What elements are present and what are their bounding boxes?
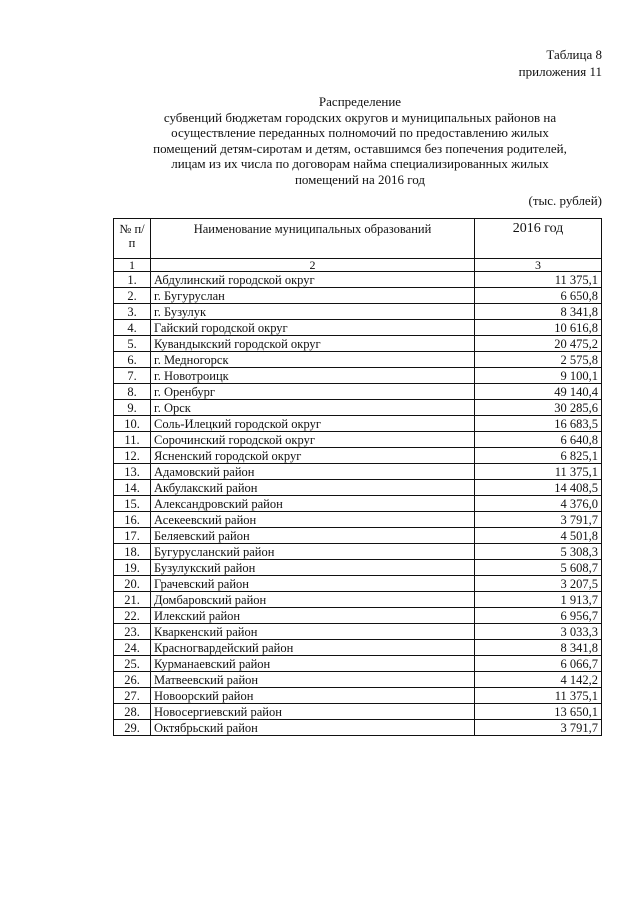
- row-name: Кваркенский район: [151, 624, 475, 640]
- row-name: г. Бузулук: [151, 304, 475, 320]
- table-row: [114, 320, 602, 336]
- row-number: 27.: [114, 688, 151, 704]
- row-number: 16.: [114, 512, 151, 528]
- table-header-row: [114, 219, 602, 259]
- row-value: 11 375,1: [475, 272, 602, 288]
- row-name: Домбаровский район: [151, 592, 475, 608]
- row-number: 5.: [114, 336, 151, 352]
- row-name: Новосергиевский район: [151, 704, 475, 720]
- row-number: 4.: [114, 320, 151, 336]
- table-row: [114, 640, 602, 656]
- row-name: г. Оренбург: [151, 384, 475, 400]
- row-value: 6 650,8: [475, 288, 602, 304]
- table-row: [114, 528, 602, 544]
- table-row: [114, 352, 602, 368]
- table-row: [114, 400, 602, 416]
- row-value: 2 575,8: [475, 352, 602, 368]
- row-number: 28.: [114, 704, 151, 720]
- table-row: [114, 432, 602, 448]
- table-row: [114, 272, 602, 288]
- table-row: [114, 624, 602, 640]
- table-row: [114, 384, 602, 400]
- title-line-4: помещений детям-сиротам и детям, оставшимся без попечения родителей,: [153, 140, 567, 156]
- row-number: 3.: [114, 304, 151, 320]
- column-index-1: 1: [114, 259, 151, 272]
- row-value: 3 033,3: [475, 624, 602, 640]
- row-number: 2.: [114, 288, 151, 304]
- row-name: Беляевский район: [151, 528, 475, 544]
- row-name: г. Орск: [151, 400, 475, 416]
- row-number: 7.: [114, 368, 151, 384]
- row-name: Сорочинский городской округ: [151, 432, 475, 448]
- row-value: 11 375,1: [475, 464, 602, 480]
- column-index-row: [114, 259, 602, 272]
- title-line-5: лицам из их числа по договорам найма специализированных жилых: [171, 156, 549, 172]
- row-value: 16 683,5: [475, 416, 602, 432]
- row-number: 18.: [114, 544, 151, 560]
- table-row: [114, 576, 602, 592]
- row-name: г. Новотроицк: [151, 368, 475, 384]
- row-name: Гайский городской округ: [151, 320, 475, 336]
- row-value: 13 650,1: [475, 704, 602, 720]
- row-value: 10 616,8: [475, 320, 602, 336]
- row-value: 4 142,2: [475, 672, 602, 688]
- row-number: 1.: [114, 272, 151, 288]
- row-number: 25.: [114, 656, 151, 672]
- subvention-table: [113, 218, 602, 736]
- row-name: Курманаевский район: [151, 656, 475, 672]
- row-number: 11.: [114, 432, 151, 448]
- row-name: Грачевский район: [151, 576, 475, 592]
- row-name: г. Бугуруслан: [151, 288, 475, 304]
- column-index-2: 2: [151, 259, 475, 272]
- row-number: 14.: [114, 480, 151, 496]
- row-value: 8 341,8: [475, 640, 602, 656]
- row-number: 9.: [114, 400, 151, 416]
- row-number: 10.: [114, 416, 151, 432]
- table-row: [114, 336, 602, 352]
- column-header-name: Наименование муниципальных образований: [151, 219, 475, 259]
- document-title: [100, 94, 620, 188]
- table-row: [114, 464, 602, 480]
- table-row: [114, 416, 602, 432]
- row-name: Бузулукский район: [151, 560, 475, 576]
- row-name: Абдулинский городской округ: [151, 272, 475, 288]
- row-name: Илекский район: [151, 608, 475, 624]
- row-name: Новоорский район: [151, 688, 475, 704]
- table-row: [114, 704, 602, 720]
- row-number: 6.: [114, 352, 151, 368]
- table-row: [114, 288, 602, 304]
- row-number: 8.: [114, 384, 151, 400]
- table-row: [114, 544, 602, 560]
- row-number: 17.: [114, 528, 151, 544]
- table-row: [114, 608, 602, 624]
- table-row: [114, 304, 602, 320]
- table-row: [114, 368, 602, 384]
- row-value: 5 608,7: [475, 560, 602, 576]
- row-number: 24.: [114, 640, 151, 656]
- row-number: 12.: [114, 448, 151, 464]
- column-header-number: № п/п: [114, 219, 151, 259]
- title-line-1: Распределение: [318, 94, 402, 109]
- row-name: Октябрьский район: [151, 720, 475, 736]
- row-value: 5 308,3: [475, 544, 602, 560]
- row-name: Соль-Илецкий городской округ: [151, 416, 475, 432]
- table-row: [114, 496, 602, 512]
- row-value: 6 956,7: [475, 608, 602, 624]
- row-name: Ясненский городской округ: [151, 448, 475, 464]
- row-name: Акбулакский район: [151, 480, 475, 496]
- units-label: (тыс. рублей): [528, 193, 602, 208]
- row-value: 3 207,5: [475, 576, 602, 592]
- table-row: [114, 592, 602, 608]
- row-number: 26.: [114, 672, 151, 688]
- table-row: [114, 688, 602, 704]
- title-line-2: субвенций бюджетам городских округов и муниципальных районов на: [163, 109, 557, 125]
- appendix-reference: [519, 46, 602, 80]
- column-index-3: 3: [475, 259, 602, 272]
- row-value: 30 285,6: [475, 400, 602, 416]
- row-value: 4 501,8: [475, 528, 602, 544]
- row-name: г. Медногорск: [151, 352, 475, 368]
- table-body: [114, 272, 602, 736]
- row-value: 20 475,2: [475, 336, 602, 352]
- row-value: 14 408,5: [475, 480, 602, 496]
- row-number: 23.: [114, 624, 151, 640]
- table-row: [114, 448, 602, 464]
- row-value: 3 791,7: [475, 720, 602, 736]
- row-value: 4 376,0: [475, 496, 602, 512]
- table-row: [114, 560, 602, 576]
- row-value: 11 375,1: [475, 688, 602, 704]
- row-name: Матвеевский район: [151, 672, 475, 688]
- row-value: 6 066,7: [475, 656, 602, 672]
- row-name: Адамовский район: [151, 464, 475, 480]
- table-row: [114, 672, 602, 688]
- row-number: 20.: [114, 576, 151, 592]
- column-header-value: 2016 год: [475, 219, 602, 259]
- row-name: Бугурусланский район: [151, 544, 475, 560]
- row-value: 6 825,1: [475, 448, 602, 464]
- row-value: 6 640,8: [475, 432, 602, 448]
- row-number: 15.: [114, 496, 151, 512]
- row-value: 8 341,8: [475, 304, 602, 320]
- row-value: 1 913,7: [475, 592, 602, 608]
- title-line-3: осуществление переданных полномочий по предоставлению жилых: [171, 125, 549, 141]
- row-name: Асекеевский район: [151, 512, 475, 528]
- table-number-label: Таблица 8: [546, 47, 602, 62]
- row-value: 3 791,7: [475, 512, 602, 528]
- row-number: 13.: [114, 464, 151, 480]
- row-name: Кувандыкский городской округ: [151, 336, 475, 352]
- row-value: 9 100,1: [475, 368, 602, 384]
- row-number: 21.: [114, 592, 151, 608]
- table-row: [114, 480, 602, 496]
- table-row: [114, 720, 602, 736]
- title-line-6: помещений на 2016 год: [294, 171, 426, 187]
- appendix-label: приложения 11: [518, 64, 602, 79]
- table-row: [114, 656, 602, 672]
- row-value: 49 140,4: [475, 384, 602, 400]
- row-name: Александровский район: [151, 496, 475, 512]
- row-number: 19.: [114, 560, 151, 576]
- row-number: 22.: [114, 608, 151, 624]
- table-row: [114, 512, 602, 528]
- row-name: Красногвардейский район: [151, 640, 475, 656]
- row-number: 29.: [114, 720, 151, 736]
